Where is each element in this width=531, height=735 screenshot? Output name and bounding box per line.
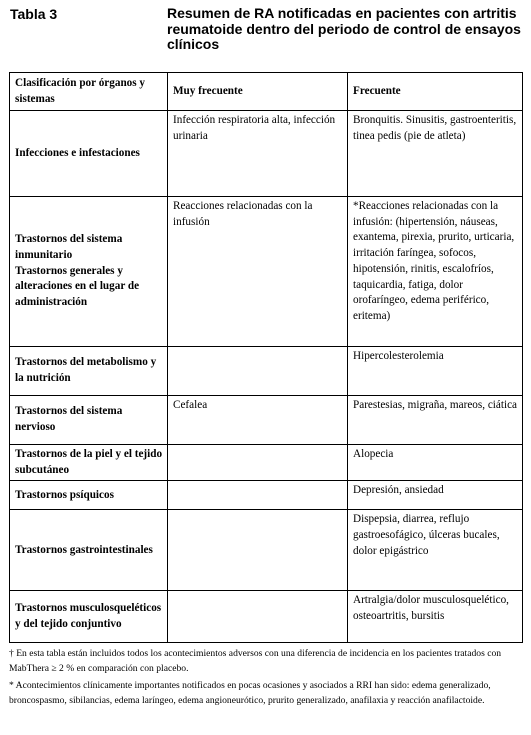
table-row	[10, 197, 523, 347]
category-label: Trastornos del metabolismo y la nutrición	[15, 356, 157, 384]
table-title: Resumen de RA notificadas en pacientes con artritis reumatoide dentro del periodo de control de ensayos clínicos	[167, 5, 521, 52]
category-label: Trastornos de la piel y el tejido subcutáneo	[15, 448, 163, 476]
category-label: Trastornos del sistema nervioso	[15, 405, 123, 433]
common-cell: Depresión, ansiedad	[348, 481, 523, 510]
category-label: Trastornos musculosqueléticos y del tejido conjuntivo	[15, 602, 162, 630]
row-category-cell	[10, 111, 168, 197]
row-category-cell	[10, 347, 168, 396]
common-cell: Parestesias, migraña, mareos, ciática	[348, 396, 523, 445]
category-label: Trastornos generales y alteraciones en el lugar de administración	[15, 264, 140, 309]
table-header-row	[10, 73, 523, 111]
table-row	[10, 347, 523, 396]
table-row	[10, 510, 523, 591]
table-row	[10, 396, 523, 445]
table-row	[10, 445, 523, 481]
adverse-reactions-table	[9, 72, 523, 643]
table-row	[10, 481, 523, 510]
table-number-label: Tabla 3	[10, 6, 58, 22]
very-common-cell	[168, 347, 348, 396]
very-common-cell	[168, 510, 348, 591]
row-category-cell	[10, 445, 168, 481]
very-common-cell: Infección respiratoria alta, infección urinaria	[168, 111, 348, 197]
common-cell: *Reacciones relacionadas con la infusión: (hipertensión, náuseas, exantema, pirexia, prurito, urticaria, irritación faríngea, sofocos, hipotensión, rinitis, escalofríos, taquicardia, fatiga, dolor orofaríngeo, edema periférico, eritema)	[348, 197, 523, 347]
very-common-cell: Cefalea	[168, 396, 348, 445]
very-common-cell: Reacciones relacionadas con la infusión	[168, 197, 348, 347]
common-cell: Hipercolesterolemia	[348, 347, 523, 396]
table-row	[10, 111, 523, 197]
common-cell: Dispepsia, diarrea, reflujo gastroesofágico, úlceras bucales, dolor epigástrico	[348, 510, 523, 591]
very-common-cell	[168, 445, 348, 481]
column-header-common: Frecuente	[348, 73, 523, 111]
category-label: Trastornos gastrointestinales	[15, 543, 153, 556]
category-label: Trastornos del sistema inmunitario	[15, 233, 123, 261]
category-label: Trastornos psíquicos	[15, 488, 114, 501]
footnotes	[9, 647, 522, 711]
row-category-cell	[10, 197, 168, 347]
common-cell: Alopecia	[348, 445, 523, 481]
row-category-cell	[10, 396, 168, 445]
very-common-cell	[168, 481, 348, 510]
row-category-cell	[10, 510, 168, 591]
column-header-classification: Clasificación por órganos y sistemas	[10, 73, 168, 111]
common-cell: Bronquitis. Sinusitis, gastroenteritis, tinea pedis (pie de atleta)	[348, 111, 523, 197]
footnote-dagger: † En esta tabla están incluidos todos los acontecimientos adversos con una diferencia de incidencia en los pacientes tratados con MabThera ≥ 2 % en comparación con placebo.	[9, 648, 502, 674]
column-header-very-common: Muy frecuente	[168, 73, 348, 111]
category-label: Infecciones e infestaciones	[15, 146, 140, 159]
row-category-cell	[10, 481, 168, 510]
row-category-cell	[10, 591, 168, 643]
common-cell: Artralgia/dolor musculosquelético, osteoartritis, bursitis	[348, 591, 523, 643]
footnote-asterisk: * Acontecimientos clínicamente importantes notificados en pocas ocasiones y asociados a RRI han sido: edema generalizado, broncospasmo, sibilancias, edema laríngeo, edema angioneurótico, prurito generalizado, anafilaxia y reacción anafilactoide.	[9, 680, 491, 706]
table-row	[10, 591, 523, 643]
very-common-cell	[168, 591, 348, 643]
